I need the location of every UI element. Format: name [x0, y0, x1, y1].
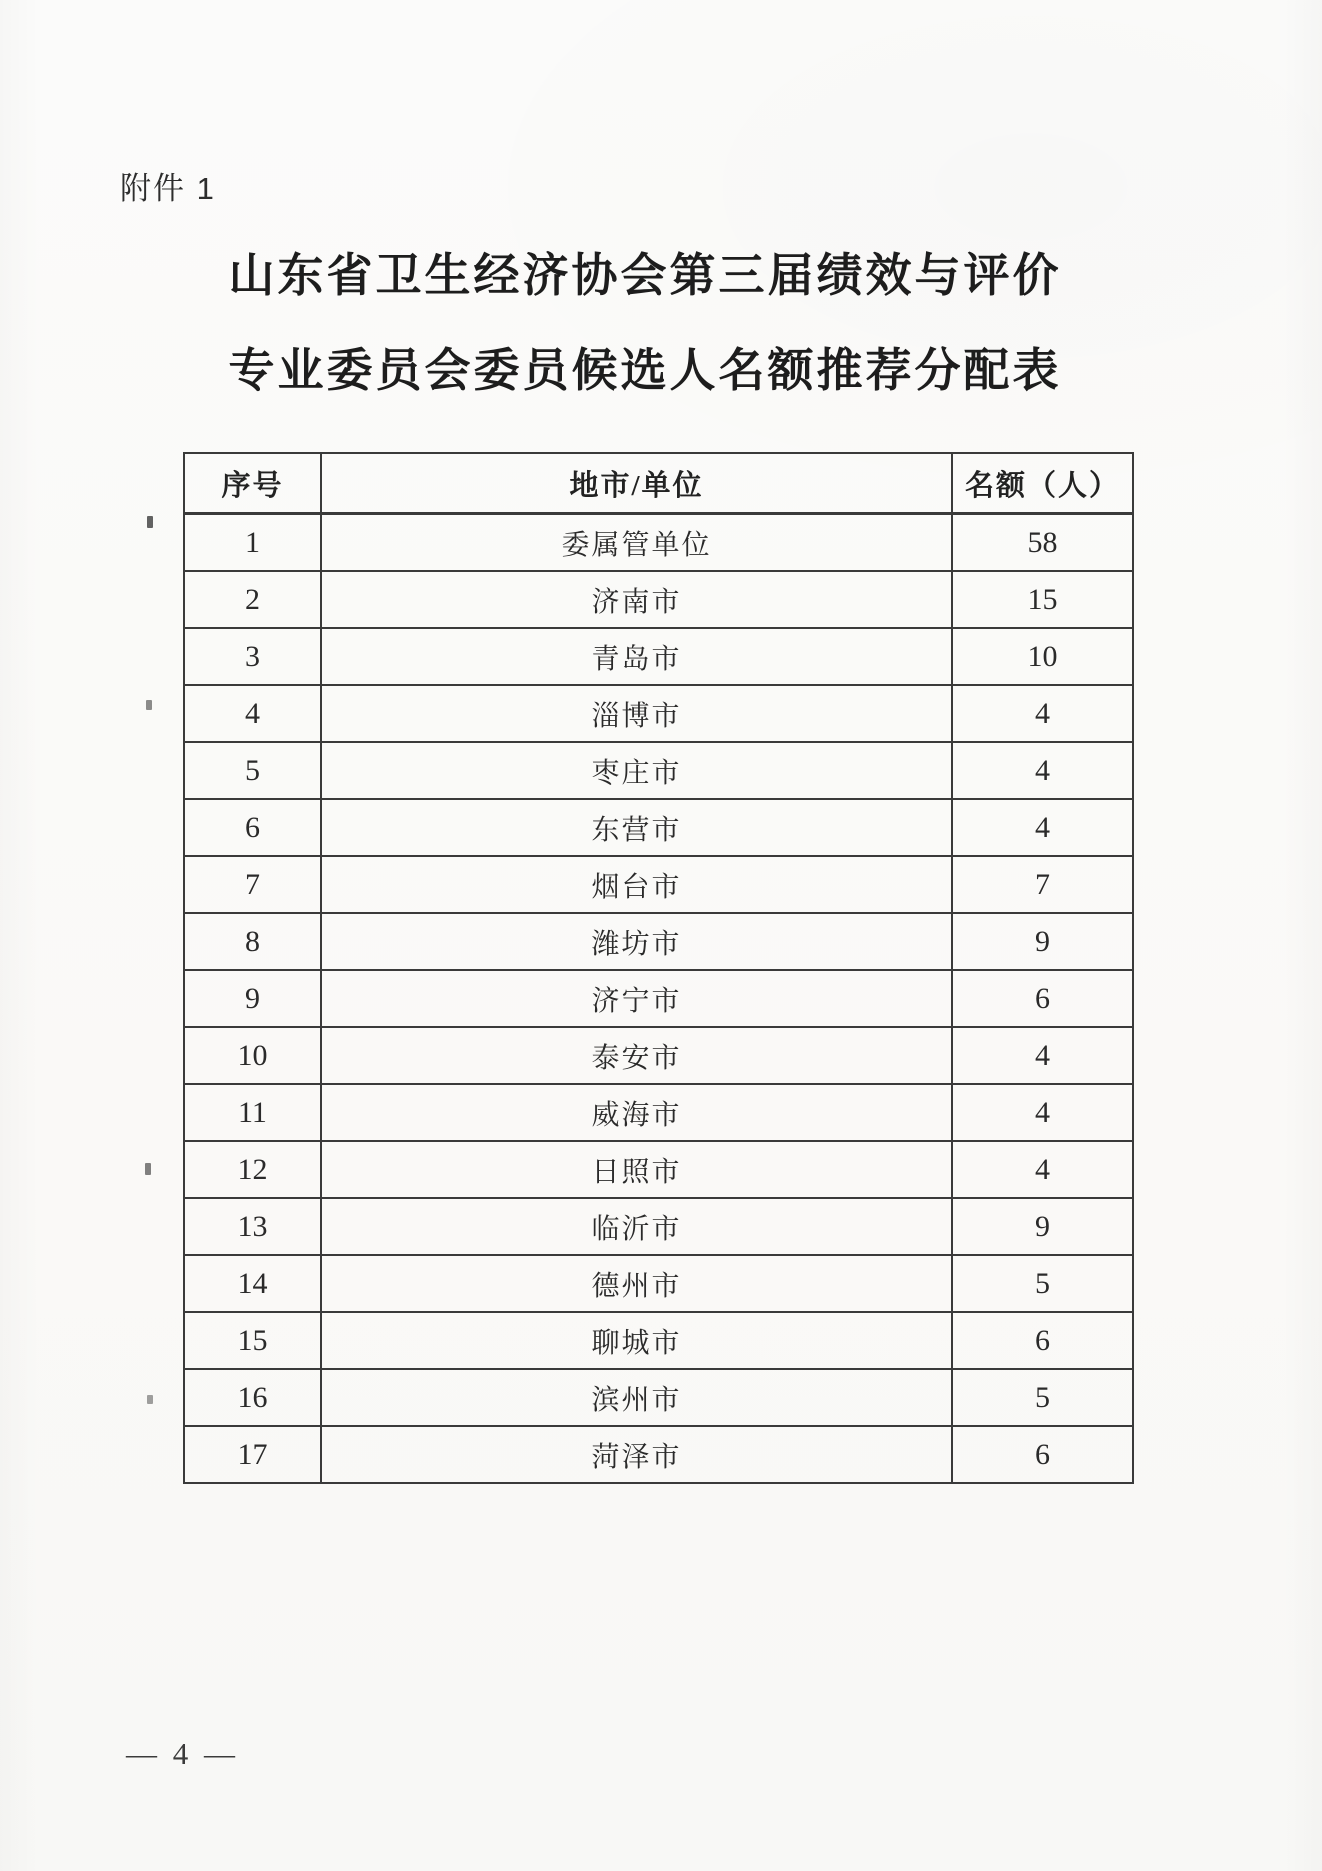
row-cell-quota: 4	[952, 799, 1133, 856]
table-row	[184, 571, 1133, 628]
row-cell-unit: 潍坊市	[321, 913, 952, 970]
attachment-label: 附件 1	[120, 171, 216, 206]
row-cell-unit: 泰安市	[321, 1027, 952, 1084]
row-cell-unit: 枣庄市	[321, 742, 952, 799]
scan-artifact	[145, 1163, 151, 1175]
table-row	[184, 1426, 1133, 1483]
table-body	[184, 514, 1133, 1484]
header-cell-no: 序号	[184, 453, 321, 514]
table-row	[184, 1255, 1133, 1312]
row-cell-no: 10	[184, 1027, 321, 1084]
row-cell-no: 2	[184, 571, 321, 628]
row-cell-quota: 4	[952, 1084, 1133, 1141]
row-cell-unit: 威海市	[321, 1084, 952, 1141]
table-header-row	[184, 453, 1133, 514]
document-title-line-1: 山东省卫生经济协会第三届绩效与评价	[228, 250, 1062, 301]
table-row	[184, 913, 1133, 970]
scan-artifact	[147, 516, 153, 528]
table-row	[184, 1027, 1133, 1084]
quota-allocation-table	[183, 452, 1134, 1484]
row-cell-unit: 德州市	[321, 1255, 952, 1312]
row-cell-quota: 5	[952, 1255, 1133, 1312]
table-row	[184, 685, 1133, 742]
table-row	[184, 628, 1133, 685]
table-row	[184, 514, 1133, 572]
row-cell-no: 17	[184, 1426, 321, 1483]
row-cell-quota: 4	[952, 1027, 1133, 1084]
row-cell-quota: 6	[952, 970, 1133, 1027]
row-cell-unit: 临沂市	[321, 1198, 952, 1255]
table-row	[184, 856, 1133, 913]
row-cell-quota: 4	[952, 685, 1133, 742]
row-cell-no: 5	[184, 742, 321, 799]
row-cell-no: 9	[184, 970, 321, 1027]
row-cell-quota: 5	[952, 1369, 1133, 1426]
header-cell-unit: 地市/单位	[321, 453, 952, 514]
document-title-line-2: 专业委员会委员候选人名额推荐分配表	[228, 345, 1062, 396]
row-cell-no: 6	[184, 799, 321, 856]
row-cell-no: 12	[184, 1141, 321, 1198]
row-cell-no: 1	[184, 514, 321, 572]
table-row	[184, 1369, 1133, 1426]
row-cell-no: 4	[184, 685, 321, 742]
table-row	[184, 742, 1133, 799]
row-cell-unit: 东营市	[321, 799, 952, 856]
row-cell-quota: 4	[952, 1141, 1133, 1198]
row-cell-quota: 58	[952, 514, 1133, 572]
row-cell-quota: 9	[952, 913, 1133, 970]
table-row	[184, 1141, 1133, 1198]
row-cell-unit: 青岛市	[321, 628, 952, 685]
row-cell-quota: 9	[952, 1198, 1133, 1255]
document-title	[0, 228, 1290, 418]
row-cell-no: 15	[184, 1312, 321, 1369]
row-cell-unit: 滨州市	[321, 1369, 952, 1426]
row-cell-no: 14	[184, 1255, 321, 1312]
row-cell-no: 16	[184, 1369, 321, 1426]
row-cell-unit: 烟台市	[321, 856, 952, 913]
row-cell-no: 8	[184, 913, 321, 970]
table-row	[184, 970, 1133, 1027]
row-cell-quota: 7	[952, 856, 1133, 913]
row-cell-unit: 日照市	[321, 1141, 952, 1198]
row-cell-quota: 6	[952, 1312, 1133, 1369]
row-cell-unit: 济宁市	[321, 970, 952, 1027]
row-cell-quota: 15	[952, 571, 1133, 628]
row-cell-no: 7	[184, 856, 321, 913]
table-row	[184, 1198, 1133, 1255]
page-number: — 4 —	[126, 1736, 239, 1771]
row-cell-quota: 4	[952, 742, 1133, 799]
row-cell-unit: 济南市	[321, 571, 952, 628]
scan-artifact	[146, 700, 152, 710]
row-cell-unit: 聊城市	[321, 1312, 952, 1369]
row-cell-no: 3	[184, 628, 321, 685]
table-header	[184, 453, 1133, 514]
table-row	[184, 1312, 1133, 1369]
header-cell-quota: 名额（人）	[952, 453, 1133, 514]
row-cell-no: 11	[184, 1084, 321, 1141]
scan-artifact	[147, 1395, 153, 1404]
row-cell-quota: 10	[952, 628, 1133, 685]
row-cell-quota: 6	[952, 1426, 1133, 1483]
table-row	[184, 799, 1133, 856]
row-cell-no: 13	[184, 1198, 321, 1255]
row-cell-unit: 菏泽市	[321, 1426, 952, 1483]
row-cell-unit: 委属管单位	[321, 514, 952, 572]
row-cell-unit: 淄博市	[321, 685, 952, 742]
table-row	[184, 1084, 1133, 1141]
